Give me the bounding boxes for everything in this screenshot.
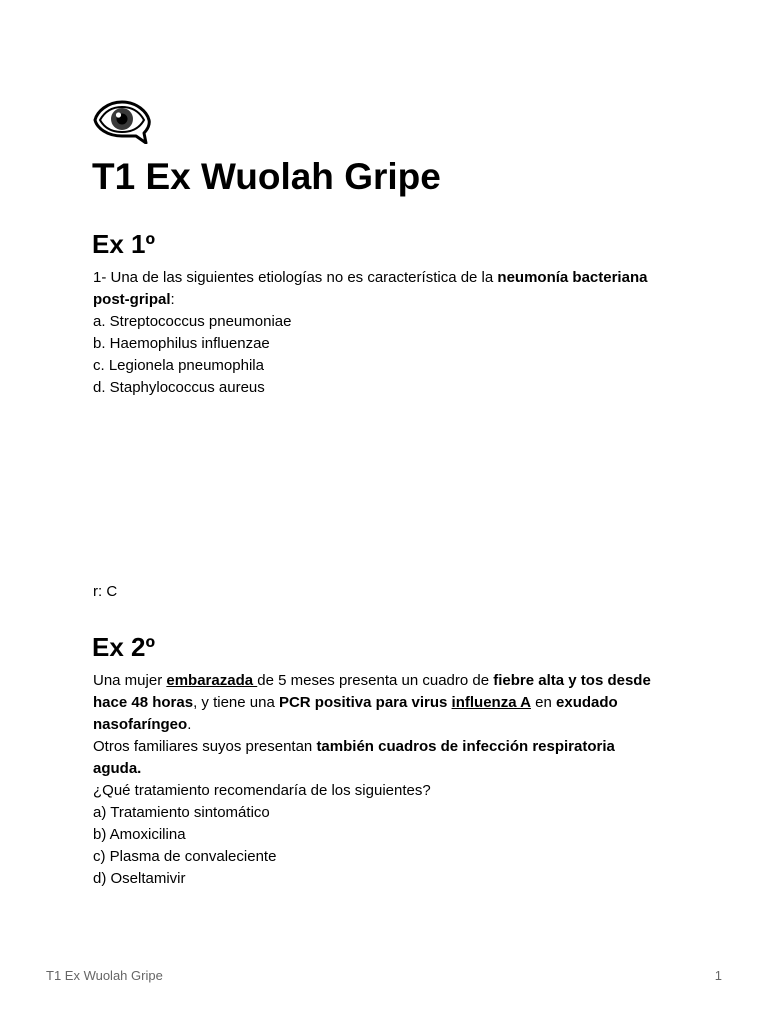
question-line — [93, 692, 683, 714]
footer-title: T1 Ex Wuolah Gripe — [46, 968, 163, 983]
question-bold-text: exudado — [556, 694, 618, 711]
question-text: : — [170, 291, 175, 308]
eye-in-speech-bubble-icon — [93, 98, 151, 144]
question-line — [93, 758, 683, 780]
question-bold-text: post-gripal — [93, 291, 171, 308]
question-prompt: ¿Qué tratamiento recomendaría de los siguientes? — [93, 782, 431, 799]
question-bold-text: PCR positiva para virus — [278, 694, 448, 711]
question-line — [93, 289, 683, 311]
question-bold-text: hace 48 horas — [93, 694, 194, 711]
question-underlined-text: embarazada — [166, 672, 258, 689]
question-text: de 5 meses presenta un cuadro de — [257, 672, 494, 689]
question-text: , y tiene una — [193, 694, 279, 711]
option-c: c) Plasma de convaleciente — [93, 848, 277, 865]
question-text: en — [531, 694, 557, 711]
page-number: 1 — [714, 968, 722, 983]
option-d: d) Oseltamivir — [93, 870, 186, 887]
option-c: c. Legionela pneumophila — [93, 357, 264, 374]
question-bold-text: fiebre alta y tos desde — [493, 672, 651, 689]
question-line — [93, 736, 683, 758]
question-line — [93, 267, 683, 289]
option-d: d. Staphylococcus aureus — [93, 379, 265, 396]
question-underlined-text: influenza A — [451, 694, 531, 711]
page-title: T1 Ex Wuolah Gripe — [92, 156, 441, 197]
question-line — [93, 670, 683, 692]
question-text: 1- Una de las siguientes etiologías no es característica de la — [93, 269, 498, 286]
option-a: a) Tratamiento sintomático — [93, 804, 270, 821]
question-text: Una mujer — [93, 672, 167, 689]
question-text: Otros familiares suyos presentan — [93, 738, 317, 755]
question-bold-text: también cuadros de infección respiratoria — [316, 738, 615, 755]
exercise-1-answer: r: C — [93, 583, 118, 600]
exercise-1-heading: Ex 1º — [92, 229, 155, 259]
question-bold-text: neumonía bacteriana — [497, 269, 648, 286]
question-bold-text: nasofaríngeo — [93, 716, 188, 733]
question-text: . — [187, 716, 192, 733]
option-a: a. Streptococcus pneumoniae — [93, 313, 292, 330]
option-b: b. Haemophilus influenzae — [93, 335, 270, 352]
exercise-2-heading: Ex 2º — [92, 632, 155, 662]
exercise-2-question — [93, 670, 683, 890]
option-b: b) Amoxicilina — [93, 826, 186, 843]
question-line — [93, 714, 683, 736]
question-bold-text: aguda. — [93, 760, 142, 777]
exercise-1-question — [93, 267, 683, 399]
